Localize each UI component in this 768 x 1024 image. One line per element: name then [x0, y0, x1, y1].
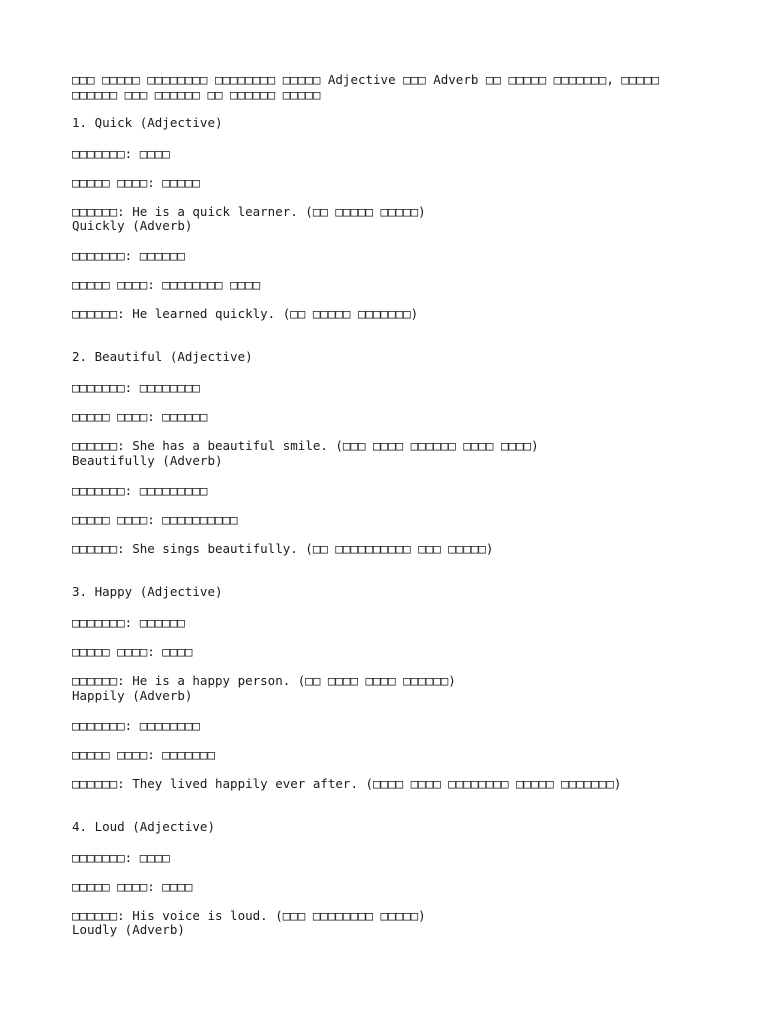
adjective-meaning: □□□□□□□: □□□□□□ — [72, 615, 185, 630]
adverb-example: □□□□□□: She sings beautifully. (□□ □□□□□□□□□□ □□□ □□□□□) — [72, 541, 494, 556]
adjective-example: □□□□□□: She has a beautiful smile. (□□□ □□□□ □□□□□□ □□□□ □□□□) — [72, 438, 539, 453]
adverb-meaning: □□□□□□□: □□□□□□ — [72, 248, 185, 263]
intro-line-1: □□□ □□□□□ □□□□□□□□ □□□□□□□□ □□□□□ Adjective □□□ Adverb □□ □□□□□ □□□□□□□, □□□□□ — [72, 72, 659, 87]
section-heading: 3. Happy (Adjective) — [72, 584, 223, 599]
adverb-similar-words: □□□□□ □□□□: □□□□□□□□ □□□□ — [72, 277, 261, 292]
adjective-similar-words: □□□□□ □□□□: □□□□□□ — [72, 409, 208, 424]
adverb-heading: Quickly (Adverb) — [72, 218, 193, 233]
adjective-similar-words: □□□□□ □□□□: □□□□□ — [72, 175, 200, 190]
adverb-meaning: □□□□□□□: □□□□□□□□ — [72, 718, 200, 733]
adverb-heading: Loudly (Adverb) — [72, 922, 185, 937]
intro-line-2: □□□□□□ □□□ □□□□□□ □□ □□□□□□ □□□□□ — [72, 87, 321, 102]
adverb-example: □□□□□□: They lived happily ever after. (□□□□ □□□□ □□□□□□□□ □□□□□ □□□□□□□) — [72, 776, 622, 791]
adverb-similar-words: □□□□□ □□□□: □□□□□□□□□□ — [72, 512, 238, 527]
section-heading: 2. Beautiful (Adjective) — [72, 349, 253, 364]
adjective-example: □□□□□□: He is a quick learner. (□□ □□□□□ □□□□□) — [72, 204, 426, 219]
adjective-similar-words: □□□□□ □□□□: □□□□ — [72, 644, 193, 659]
adverb-meaning: □□□□□□□: □□□□□□□□□ — [72, 483, 208, 498]
section-heading: 1. Quick (Adjective) — [72, 115, 223, 130]
adverb-heading: Happily (Adverb) — [72, 688, 193, 703]
adjective-similar-words: □□□□□ □□□□: □□□□ — [72, 879, 193, 894]
adjective-meaning: □□□□□□□: □□□□ — [72, 146, 170, 161]
adjective-example: □□□□□□: His voice is loud. (□□□ □□□□□□□□ □□□□□) — [72, 908, 426, 923]
adverb-similar-words: □□□□□ □□□□: □□□□□□□ — [72, 747, 215, 762]
adjective-example: □□□□□□: He is a happy person. (□□ □□□□ □□□□ □□□□□□) — [72, 673, 456, 688]
adverb-example: □□□□□□: He learned quickly. (□□ □□□□□ □□□□□□□) — [72, 306, 419, 321]
section-heading: 4. Loud (Adjective) — [72, 819, 215, 834]
adjective-meaning: □□□□□□□: □□□□□□□□ — [72, 380, 200, 395]
adverb-heading: Beautifully (Adverb) — [72, 453, 223, 468]
adjective-meaning: □□□□□□□: □□□□ — [72, 850, 170, 865]
